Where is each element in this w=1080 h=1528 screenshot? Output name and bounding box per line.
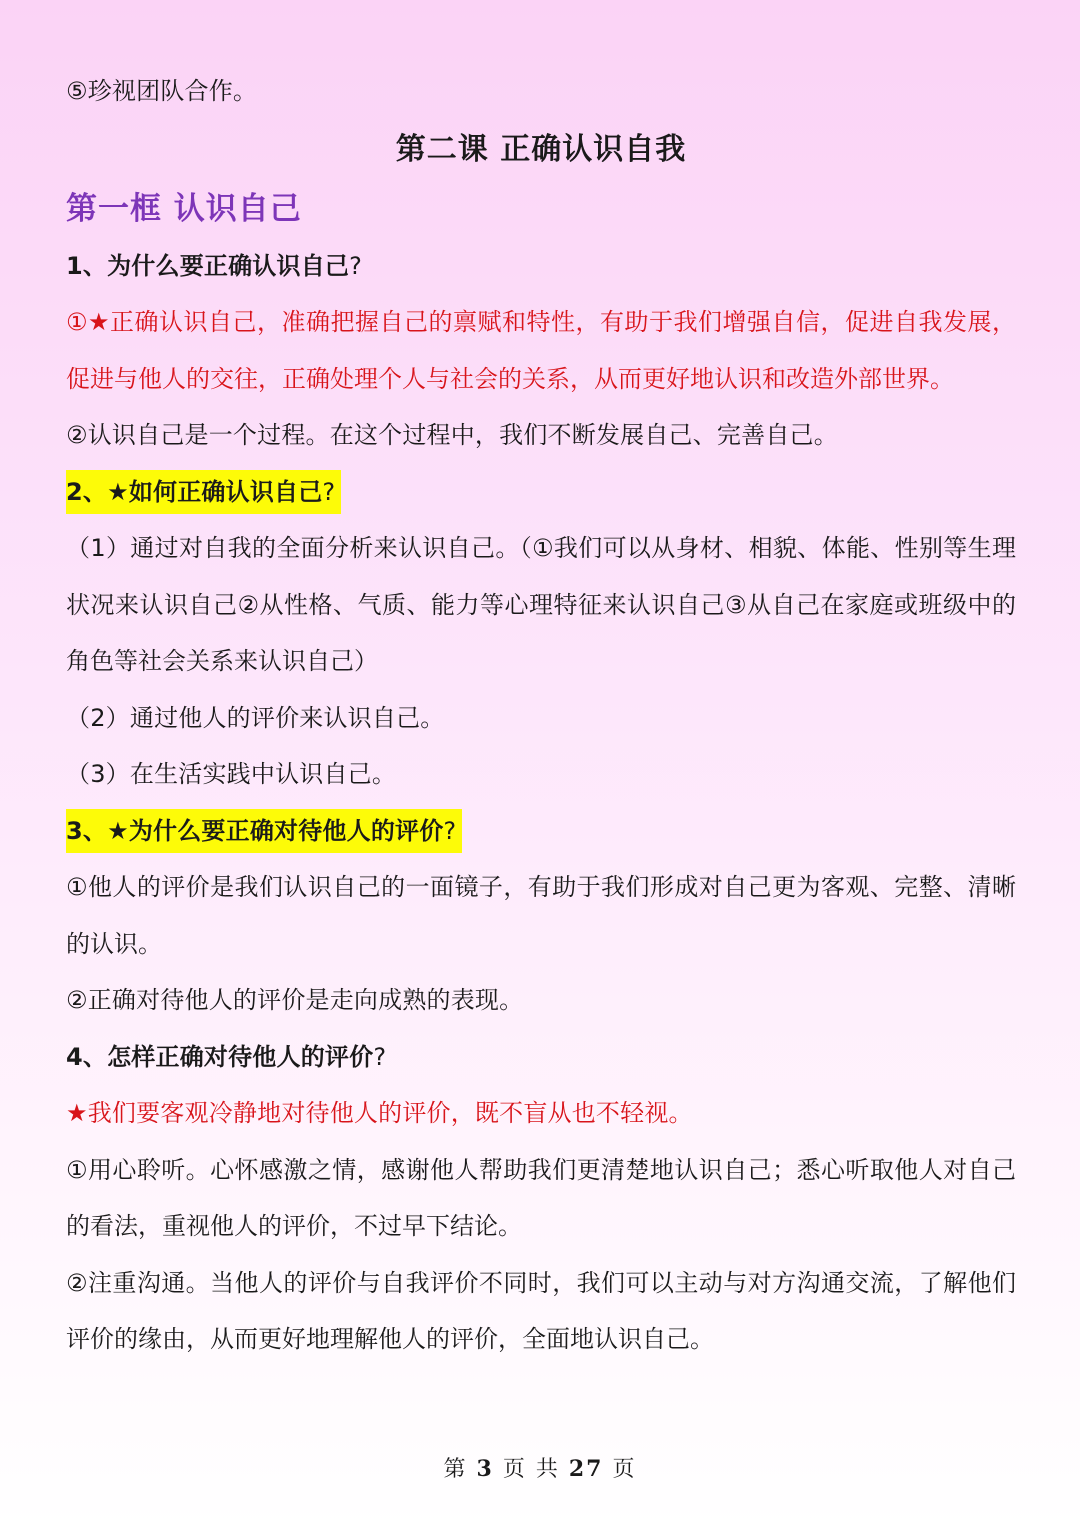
question-2-heading (66, 464, 1016, 521)
document-page (66, 66, 1016, 1368)
question-4-qmark: ? (373, 1042, 387, 1071)
question-1-qmark: ? (349, 251, 363, 280)
question-3-answer-2: ②正确对待他人的评价是走向成熟的表现。 (66, 986, 524, 1014)
question-4-answer-1: ①用心聆听。心怀感激之情，感谢他人帮助我们更清楚地认识自己；悉心听取他人对自己的看法，重视他人的评价，不过早下结论。 (66, 1155, 1016, 1240)
question-4-key-point: ★我们要客观冷静地对待他人的评价，既不盲从也不轻视。 (66, 1099, 693, 1127)
frame-title: 第一框 认识自己 (66, 190, 302, 227)
question-3-heading-text: 3、★为什么要正确对待他人的评价 (66, 816, 444, 845)
question-3-heading (66, 803, 1016, 860)
prev-list-item: ⑤珍视团队合作。 (66, 77, 258, 105)
footer-prefix: 第 (443, 1457, 468, 1482)
question-4-answer-2: ②注重沟通。当他人的评价与自我评价不同时，我们可以主动与对方沟通交流，了解他们评价的缘由，从而更好地理解他人的评价，全面地认识自己。 (66, 1268, 1016, 1353)
footer-total-pages: 27 (568, 1456, 604, 1482)
footer-suffix: 页 (612, 1457, 637, 1482)
question-2-qmark: ? (322, 477, 336, 506)
question-4-heading (66, 1029, 1016, 1086)
question-1-heading-text: 1、为什么要正确认识自己 (66, 251, 350, 280)
footer-middle: 页 共 (502, 1457, 560, 1482)
question-3-answer-1: ①他人的评价是我们认识自己的一面镜子，有助于我们形成对自己更为客观、完整、清晰的认识。 (66, 873, 1016, 958)
question-2-answer-3: （3）在生活实践中认识自己。 (66, 760, 397, 788)
page-footer (0, 1452, 1080, 1483)
question-3-highlight (66, 809, 462, 853)
question-1-answer-1: ①★正确认识自己，准确把握自己的禀赋和特性，有助于我们增强自信，促进自我发展，促进与他人的交往，正确处理个人与社会的关系，从而更好地认识和改造外部世界。 (66, 308, 1016, 393)
question-2-answer-1: （1）通过对自我的全面分析来认识自己。（①我们可以从身材、相貌、体能、性别等生理状况来认识自己②从性格、气质、能力等心理特征来认识自己③从自己在家庭或班级中的角色等社会关系来认识自己） (66, 534, 1016, 675)
question-1-heading (66, 238, 1016, 295)
question-3-qmark: ? (443, 816, 457, 845)
question-2-highlight (66, 470, 341, 514)
question-2-answer-2: （2）通过他人的评价来认识自己。 (66, 703, 445, 732)
lesson-title: 第二课 正确认识自我 (395, 131, 687, 167)
footer-page-number: 3 (476, 1456, 494, 1482)
question-4-heading-text: 4、怎样正确对待他人的评价 (66, 1042, 374, 1071)
question-2-heading-text: 2、★如何正确认识自己 (66, 477, 323, 506)
question-1-answer-2: ②认识自己是一个过程。在这个过程中，我们不断发展自己、完善自己。 (66, 421, 838, 449)
